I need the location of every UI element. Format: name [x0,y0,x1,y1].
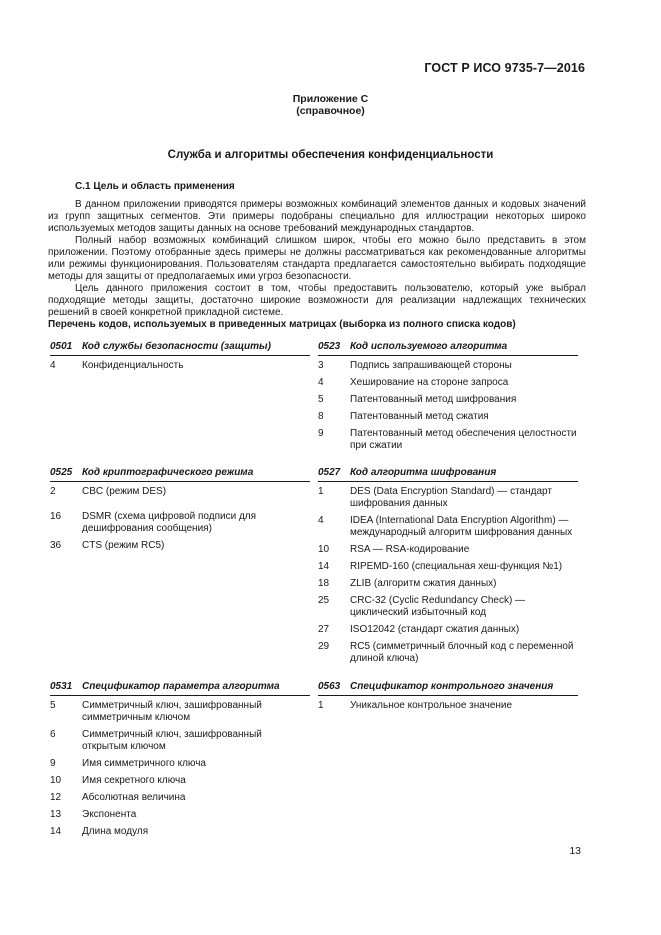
item-label: Симметричный ключ, зашифрованный открытым ключом [82,729,262,752]
item-label: Имя симметричного ключа [82,758,206,769]
list-item [318,578,578,590]
item-code: 27 [318,624,330,635]
paragraph: Полный набор возможных комбинаций слишком широк, чтобы его можно было представить в этом приложении. Поэтому отобранные здесь примеры не должны рассматриваться как рекомендованные алгоритмы или режимы функционирования. Пользователям стандарта предлагается самостоятельно выбирать подходящие методы для защиты от предполагаемых ими угроз безопасности. [48,235,586,282]
item-label: Симметричный ключ, зашифрованный симметричным ключом [82,700,262,723]
item-label: Подпись запрашивающей стороны [350,360,512,371]
item-label: Хеширование на стороне запроса [350,377,509,388]
list-item [318,360,578,372]
list-item [50,540,310,552]
list-item [50,775,310,787]
matrix-0531 [50,681,310,843]
item-code: 10 [50,775,62,786]
item-label: RC5 (симметричный блочный код с переменной длиной ключа) [350,641,574,664]
matrix-header [318,467,578,482]
item-label: CRC-32 (Cyclic Redundancy Check) — циклический избыточный код [350,595,526,618]
item-label: DSMR (схема цифровой подписи для дешифрования сообщения) [82,511,257,534]
item-label: Патентованный метод обеспечения целостности при сжатии [350,428,577,451]
matrix-header [50,467,310,482]
list-item [318,486,578,510]
matrix-label: Код используемого алгоритма [350,341,508,352]
list-item [50,486,310,498]
item-label: ZLIB (алгоритм сжатия данных) [350,578,497,589]
annex-title: Приложение С [292,93,369,105]
item-code: 2 [50,486,56,497]
paragraph: Цель данного приложения состоит в том, чтобы предоставить пользователю, который уже выбрал подходящие методы защиты, достаточно широкие возможности для реализации надлежащих технических решений в своей конкретной прикладной системе. [48,283,586,318]
item-label: CBC (режим DES) [82,486,167,497]
list-item [50,792,310,804]
list-item [318,394,578,406]
page-number: 13 [569,845,581,857]
matrix-header [50,681,310,696]
item-code: 4 [318,377,324,388]
item-code: 29 [318,641,330,652]
list-item [50,511,310,535]
matrix-label: Код криптографического режима [82,467,254,478]
matrix-code: 0501 [50,341,73,352]
list-item [50,360,310,372]
item-label: ISO12042 (стандарт сжатия данных) [350,624,520,635]
list-item [318,411,578,423]
item-code: 13 [50,809,62,820]
matrix-code: 0523 [318,341,341,352]
matrix-header [318,341,578,356]
item-label: Имя секретного ключа [82,775,186,786]
matrix-0525 [50,467,310,557]
matrix-header [318,681,578,696]
item-code: 5 [50,700,56,711]
annex-subtitle: (справочное) [296,105,365,117]
list-item [318,544,578,556]
code-list-heading: Перечень кодов, используемых в приведенных матрицах (выборка из полного списка кодов) [48,319,516,330]
item-code: 9 [50,758,56,769]
item-code: 8 [318,411,324,422]
item-label: RIPEMD-160 (специальная хеш-функция №1) [350,561,563,572]
item-code: 3 [318,360,324,371]
item-code: 4 [318,515,324,526]
standard-number: ГОСТ Р ИСО 9735-7—2016 [424,61,585,75]
item-label: Экспонента [82,809,137,820]
list-item [318,624,578,636]
list-item [318,561,578,573]
matrix-label: Спецификатор контрольного значения [350,681,554,692]
item-code: 16 [50,511,62,522]
item-label: IDEA (International Data Encryption Algorithm) — международный алгоритм шифрования данных [350,515,573,538]
matrix-label: Код алгоритма шифрования [350,467,497,478]
list-item [50,809,310,821]
item-code: 12 [50,792,62,803]
matrix-header [50,341,310,356]
intro-section [48,181,586,331]
item-code: 5 [318,394,324,405]
list-item [318,595,578,619]
matrix-code: 0531 [50,681,73,692]
item-code: 4 [50,360,56,371]
item-code: 1 [318,486,324,497]
matrix-0527 [318,467,578,670]
item-code: 14 [50,826,62,837]
item-code: 6 [50,729,56,740]
list-item [50,729,310,753]
matrix-code: 0525 [50,467,73,478]
item-label: Патентованный метод шифрования [350,394,517,405]
item-label: CTS (режим RC5) [82,540,165,551]
item-label: Длина модуля [82,826,149,837]
item-code: 36 [50,540,62,551]
list-item [318,700,578,712]
matrix-label: Код службы безопасности (защиты) [82,341,271,352]
matrix-0563 [318,681,578,717]
matrix-code: 0563 [318,681,341,692]
matrix-code: 0527 [318,467,341,478]
item-label: Патентованный метод сжатия [350,411,489,422]
list-item [50,700,310,724]
item-code: 18 [318,578,330,589]
item-label: Конфиденциальность [82,360,184,371]
item-code: 1 [318,700,324,711]
matrix-0523 [318,341,578,457]
item-label: Уникальное контрольное значение [350,700,513,711]
subsection-heading: С.1 Цель и область применения [75,181,235,192]
item-code: 25 [318,595,330,606]
list-item [318,377,578,389]
list-item [318,428,578,452]
matrix-0501 [50,341,310,377]
list-item [50,758,310,770]
matrix-label: Спецификатор параметра алгоритма [82,681,280,692]
item-label: RSA — RSA-кодирование [350,544,470,555]
item-code: 10 [318,544,330,555]
section-title: Служба и алгоритмы обеспечения конфиденциальности [167,149,494,161]
item-label: Абсолютная величина [82,792,186,803]
list-item [318,641,578,665]
item-code: 14 [318,561,330,572]
list-item [50,826,310,838]
paragraph: В данном приложении приводятся примеры возможных комбинаций элементов данных и кодовых значений из групп защитных сегментов. Эти примеры подобраны специально для иллюстрации некоторых широко используемых методов защиты данных на основе требований международных стандартов. [48,199,586,234]
item-code: 9 [318,428,324,439]
list-item [318,515,578,539]
item-label: DES (Data Encryption Standard) — стандарт шифрования данных [350,486,552,509]
